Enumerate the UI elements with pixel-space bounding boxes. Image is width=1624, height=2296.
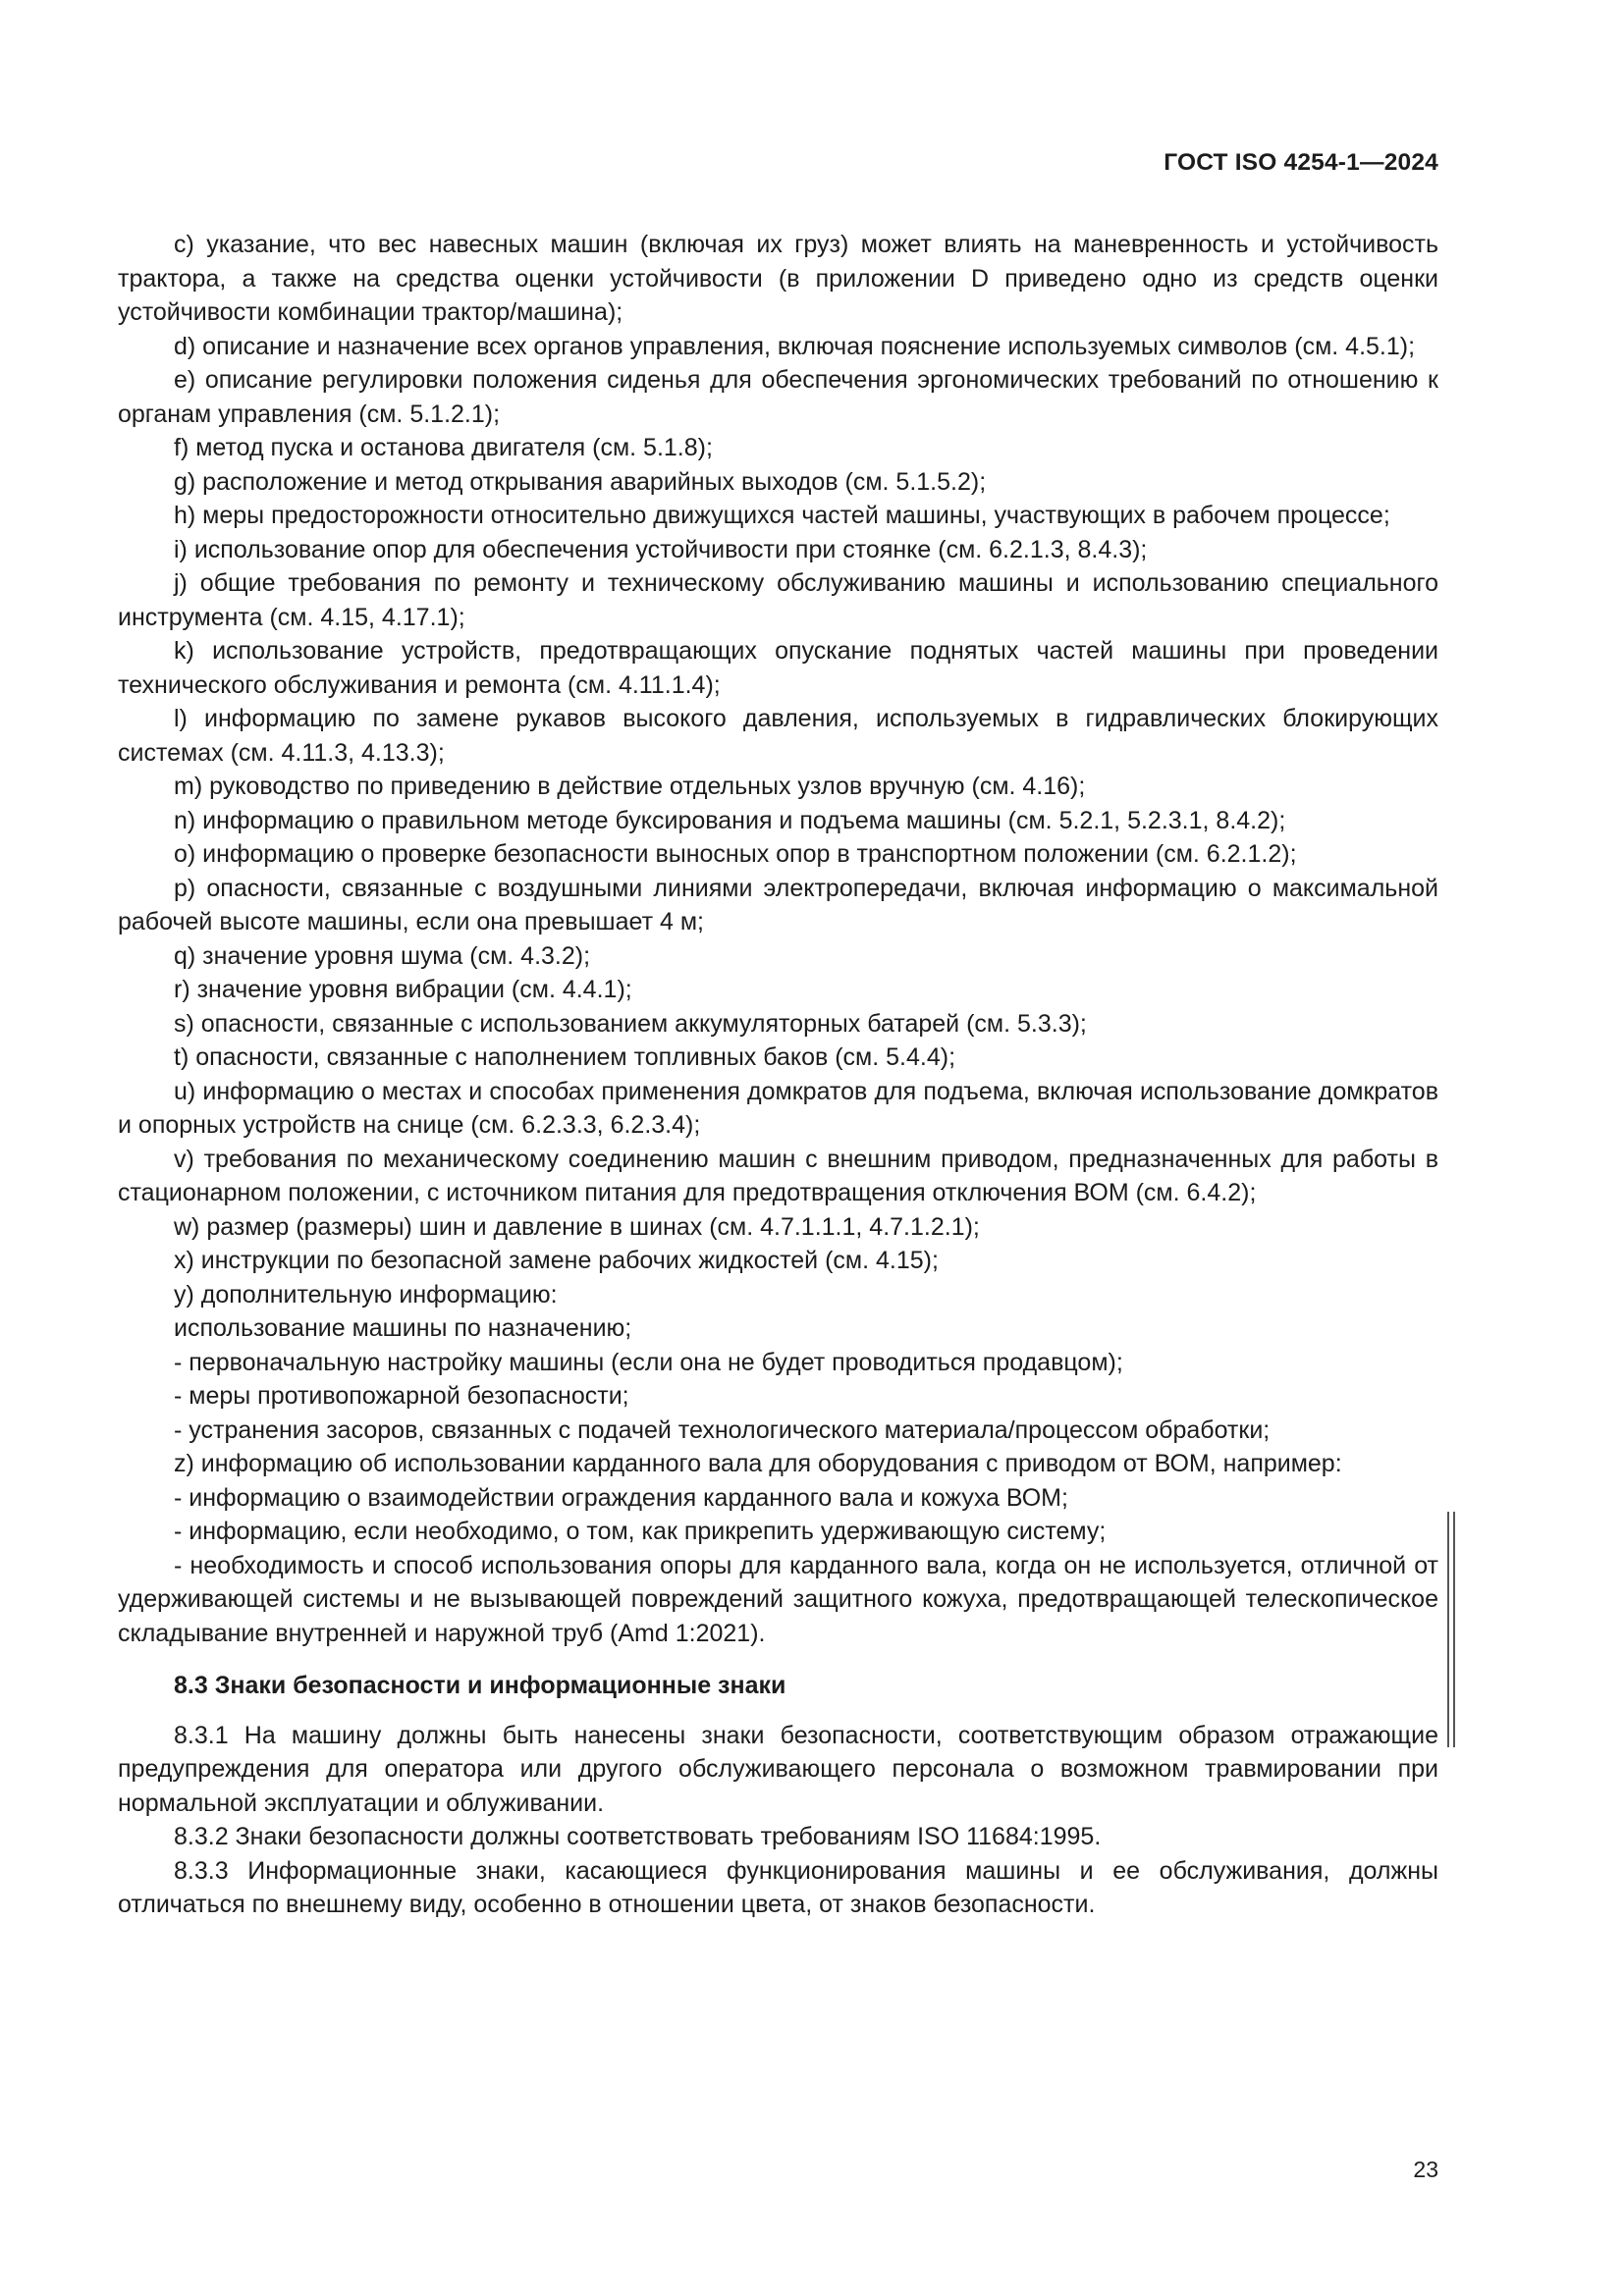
list-item-t: t) опасности, связанные с наполнением топливных баков (см. 5.4.4); (174, 1043, 956, 1071)
document-body (118, 228, 1438, 1922)
list-item-c: c) указание, что вес навесных машин (включая их груз) может влиять на маневренность и устойчивость трактора, а также на средства оценки устойчивости (в приложении D приведено одно из средств оценки устойчивости комбинации трактор/машина); (118, 231, 1438, 326)
list-item-w: w) размер (размеры) шин и давление в шинах (см. 4.7.1.1.1, 4.7.1.2.1); (174, 1212, 980, 1241)
list-item-j: j) общие требования по ремонту и техническому обслуживанию машины и использованию специального инструмента (см. 4.15, 4.17.1); (118, 569, 1438, 631)
list-item-p: p) опасности, связанные с воздушными линиями электропередачи, включая информацию о максимальной рабочей высоте машины, если она превышает 4 м; (118, 874, 1438, 935)
list-item-m: m) руководство по приведению в действие отдельных узлов вручную (см. 4.16); (174, 773, 1086, 800)
paragraph-8-3-3: 8.3.3 Информационные знаки, касающиеся функционирования машины и ее обслуживания, должны отличаться по внешнему виду, особенно в отношении цвета, от знаков безопасности. (118, 1856, 1438, 1918)
page-number: 23 (1413, 2157, 1438, 2182)
amendment-change-bar (1447, 1512, 1455, 1747)
list-item-q: q) значение уровня шума (см. 4.3.2); (174, 941, 591, 970)
item-y-lead: использование машины по назначению; (174, 1314, 632, 1342)
list-item-n: n) информацию о правильном методе буксирования и подъема машины (см. 5.2.1, 5.2.3.1, 8.4.2); (174, 806, 1286, 834)
item-z-dash-2: - информацию, если необходимо, о том, как прикрепить удерживающую систему; (174, 1518, 1107, 1545)
list-item-u: u) информацию о местах и способах применения домкратов для подъема, включая использование домкратов и опорных устройств на снице (см. 6.2.3.3, 6.2.3.4); (118, 1077, 1438, 1139)
item-z-dash-3: - необходимость и способ использования опоры для карданного вала, когда он не используется, отличной от удерживающей системы и не вызывающей повреждений защитного кожуха, предотвращающей телескопическое складывание внутренней и наружной труб (Amd 1:2021). (118, 1551, 1438, 1647)
list-item-g: g) расположение и метод открывания аварийных выходов (см. 5.1.5.2); (174, 467, 987, 496)
item-y-dash-2: - меры противопожарной безопасности; (174, 1382, 629, 1410)
list-item-h: h) меры предосторожности относительно движущихся частей машины, участвующих в рабочем процессе; (174, 502, 1390, 529)
list-item-d: d) описание и назначение всех органов управления, включая пояснение используемых символов (см. 4.5.1); (174, 332, 1416, 360)
item-z-dash-1: - информацию о взаимодействии ограждения карданного вала и кожуха ВОМ; (174, 1483, 1068, 1512)
list-item-i: i) использование опор для обеспечения устойчивости при стоянке (см. 6.2.1.3, 8.4.3); (174, 535, 1148, 563)
document-code-header: ГОСТ ISO 4254-1—2024 (1164, 149, 1438, 176)
list-item-e: e) описание регулировки положения сиденья для обеспечения эргономических требований по отношению к органам управления (см. 5.1.2.1); (118, 366, 1438, 428)
paragraph-8-3-1: 8.3.1 На машину должны быть нанесены знаки безопасности, соответствующим образом отражающие предупреждения для оператора или другого обслуживающего персонала о возможном травмировании при нормальной эксплуатации и облуживании. (118, 1721, 1438, 1817)
list-item-l: l) информацию по замене рукавов высокого давления, используемых в гидравлических блокирующих системах (см. 4.11.3, 4.13.3); (118, 705, 1438, 767)
list-item-v: v) требования по механическому соединению машин с внешним приводом, предназначенных для работы в стационарном положении, с источником питания для предотвращения отключения ВОМ (см. 6.4.2); (118, 1145, 1438, 1206)
list-item-o: o) информацию о проверке безопасности выносных опор в транспортном положении (см. 6.2.1.2); (174, 840, 1297, 868)
list-item-k: k) использование устройств, предотвращающих опускание поднятых частей машины при проведении технического обслуживания и ремонта (см. 4.11.1.4); (118, 637, 1438, 699)
list-item-r: r) значение уровня вибрации (см. 4.4.1); (174, 976, 632, 1003)
section-title-8-3: 8.3 Знаки безопасности и информационные знаки (174, 1672, 786, 1699)
list-item-s: s) опасности, связанные с использованием аккумуляторных батарей (см. 5.3.3); (174, 1009, 1087, 1038)
item-y-dash-1: - первоначальную настройку машины (если она не будет проводиться продавцом); (174, 1348, 1123, 1376)
paragraph-8-3-2: 8.3.2 Знаки безопасности должны соответствовать требованиям ISO 11684:1995. (174, 1823, 1102, 1850)
item-y-dash-3: - устранения засоров, связанных с подачей технологического материала/процессом обработки; (174, 1415, 1271, 1444)
list-item-y: y) дополнительную информацию: (174, 1280, 558, 1308)
list-item-x: x) инструкции по безопасной замене рабочих жидкостей (см. 4.15); (174, 1247, 939, 1274)
list-item-z: z) информацию об использовании карданного вала для оборудования с приводом от ВОМ, например: (174, 1450, 1342, 1477)
list-item-f: f) метод пуска и останова двигателя (см. 5.1.8); (174, 434, 713, 461)
